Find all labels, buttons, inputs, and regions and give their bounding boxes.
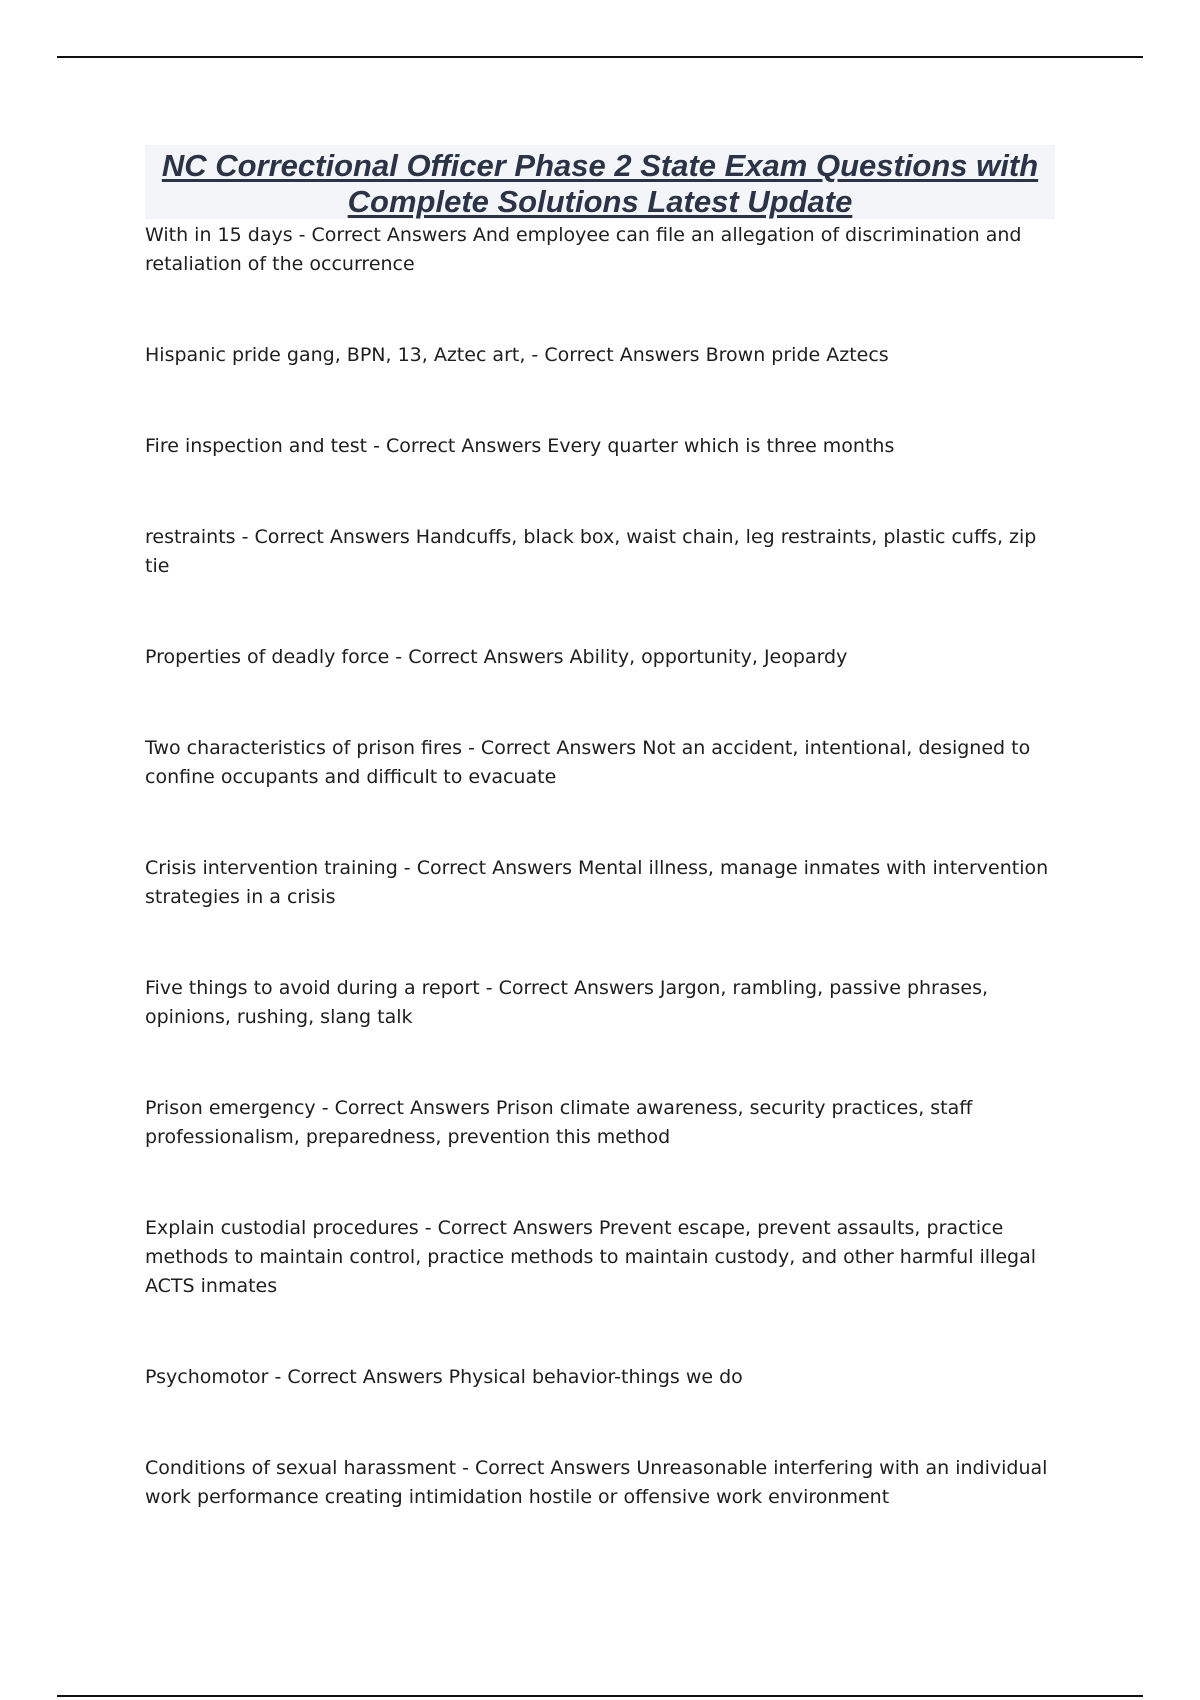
top-rule — [57, 56, 1143, 58]
qa-item: Two characteristics of prison fires - Correct Answers Not an accident, intentional, designed to confine occupants and difficult to evacuate — [145, 737, 1031, 788]
qa-item: Explain custodial procedures - Correct Answers Prevent escape, prevent assaults, practice methods to maintain control, practice methods to maintain custody, and other harmful illegal ACTS inmates — [145, 1217, 1037, 1297]
qa-item: Conditions of sexual harassment - Correct Answers Unreasonable interfering with an individual work performance creating intimidation hostile or offensive work environment — [145, 1457, 1048, 1508]
qa-item: Five things to avoid during a report - Correct Answers Jargon, rambling, passive phrases, opinions, rushing, slang talk — [145, 977, 989, 1028]
qa-item: Fire inspection and test - Correct Answers Every quarter which is three months — [145, 435, 895, 457]
qa-item: Psychomotor - Correct Answers Physical behavior-things we do — [145, 1366, 743, 1388]
document-title: NC Correctional Officer Phase 2 State Exam Questions with Complete Solutions Latest Update — [161, 148, 1039, 219]
qa-item: Hispanic pride gang, BPN, 13, Aztec art, - Correct Answers Brown pride Aztecs — [145, 344, 889, 366]
qa-item: Prison emergency - Correct Answers Prison climate awareness, security practices, staff professionalism, preparedness, prevention this method — [145, 1097, 973, 1148]
bottom-rule — [57, 1695, 1143, 1697]
qa-item: Crisis intervention training - Correct Answers Mental illness, manage inmates with intervention strategies in a crisis — [145, 857, 1049, 908]
qa-list — [145, 221, 1065, 1574]
qa-item: restraints - Correct Answers Handcuffs, black box, waist chain, leg restraints, plastic cuffs, zip tie — [145, 526, 1037, 577]
title-banner — [145, 145, 1055, 219]
qa-item: With in 15 days - Correct Answers And employee can file an allegation of discrimination and retaliation of the occurrence — [145, 224, 1022, 275]
qa-item: Properties of deadly force - Correct Answers Ability, opportunity, Jeopardy — [145, 646, 848, 668]
